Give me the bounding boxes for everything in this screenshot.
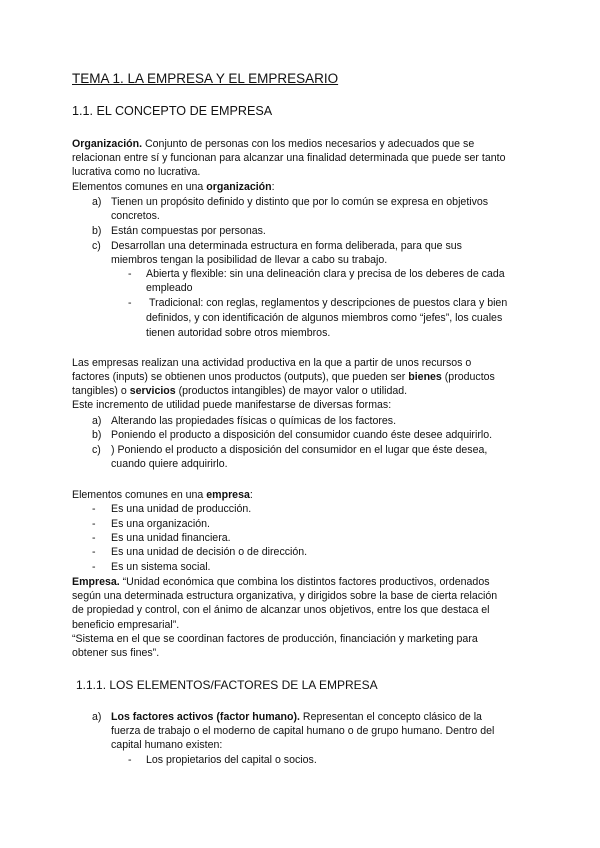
list-marker: a) [92,415,102,427]
list-item: concretos. [111,210,160,222]
para-line: Las empresas realizan una actividad productiva en la que a partir de unos recursos o [72,357,472,369]
intro-term: organización [206,181,272,193]
intro-colon: : [271,181,275,193]
org-elements-intro [72,180,275,194]
dash-marker: - [128,297,132,309]
dash-marker: - [128,268,132,280]
list-item: Es una unidad financiera. [111,532,231,544]
list-item: miembros tengan la posibilidad de llevar a cabo su trabajo. [111,254,388,266]
sub-item: definidos, y con identificación de algunos miembros como “jefes”, los cuales [146,312,503,324]
sub-item: Tradicional: con reglas, reglamentos y descripciones de puestos clara y bien [149,297,508,309]
org-def-text: Conjunto de personas con los medios necesarios y adecuados que se [142,138,475,150]
list-marker: b) [92,225,102,237]
list-item: Alterando las propiedades físicas o químicas de los factores. [111,415,397,427]
para-text: tangibles) o [72,385,130,397]
empresa-definition-line: de propiedad y control, con el ánimo de alcanzar unos objetivos, entre los que destaca el [72,604,490,616]
factores-text: Representan el concepto clásico de la [299,711,482,723]
list-marker: c) [92,240,101,252]
list-marker: b) [92,429,102,441]
page-title: TEMA 1. LA EMPRESA Y EL EMPRESARIO [72,71,339,86]
para-text: factores (inputs) se obtienen unos productos (outputs), que pueden ser [72,371,409,383]
list-item: Están compuestas por personas. [111,225,266,237]
dash-marker: - [92,518,96,530]
sub-item: empleado [146,282,193,294]
empresa-elements-intro [72,488,253,502]
term-bienes: bienes [408,371,442,383]
org-definition-line [72,137,474,151]
empresa-term: Empresa. [72,576,120,588]
sub-item: tienen autoridad sobre otros miembros. [146,327,331,339]
dash-marker: - [92,532,96,544]
list-item: fuerza de trabajo o el moderno de capital humano o de grupo humano. Dentro del [111,725,495,737]
intro-term: empresa [206,489,250,501]
list-item [111,710,482,724]
list-item: Es una organización. [111,518,210,530]
list-item: ) Poniendo el producto a disposición del consumidor en el lugar que éste desea, [111,444,488,456]
list-item: Es una unidad de producción. [111,503,252,515]
empresa-definition-line: beneficio empresarial”. [72,619,180,631]
empresa-definition-line: “Sistema en el que se coordinan factores de producción, financiación y marketing para [72,633,478,645]
intro-colon: : [249,489,253,501]
empresa-definition-line: obtener sus fines”. [72,647,160,659]
factores-term: Los factores activos (factor humano). [111,711,300,723]
sub-item: Los propietarios del capital o socios. [146,754,317,766]
intro-text: Elementos comunes en una [72,181,207,193]
org-definition-line: relacionan entre sí y funcionan para alcanzar una finalidad determinada que puede ser tanto [72,152,506,164]
dash-marker: - [92,561,96,573]
list-item: Poniendo el producto a disposición del consumidor cuando éste desee adquirirlo. [111,429,493,441]
sub-item: Abierta y flexible: sin una delineación clara y precisa de los deberes de cada [146,268,505,280]
def-text: “Unidad económica que combina los distintos factores productivos, ordenados [119,576,490,588]
para-text: (productos intangibles) de mayor valor o utilidad. [175,385,408,397]
list-item: capital humano existen: [111,739,223,751]
list-marker: a) [92,711,102,723]
empresa-definition-line: según una determinada estructura organizativa, y dirigidos sobre la base de cierta relación [72,590,498,602]
list-item: cuando quiere adquirirlo. [111,458,228,470]
intro-text: Elementos comunes en una [72,489,207,501]
section-heading: 1.1. EL CONCEPTO DE EMPRESA [72,104,273,118]
term-servicios: servicios [129,385,176,397]
list-marker: a) [92,196,102,208]
para-line [72,370,495,384]
subsection-heading: 1.1.1. LOS ELEMENTOS/FACTORES DE LA EMPRESA [76,678,378,692]
para-line: Este incremento de utilidad puede manifestarse de diversas formas: [72,399,392,411]
list-item: Es un sistema social. [111,561,211,573]
list-marker: c) [92,444,101,456]
list-item: Tienen un propósito definido y distinto que por lo común se expresa en objetivos [111,196,489,208]
para-text: (productos [441,371,495,383]
list-item: Desarrollan una determinada estructura en forma deliberada, para que sus [111,240,462,252]
para-line [72,384,407,398]
list-item: Es una unidad de decisión o de dirección. [111,546,308,558]
dash-marker: - [92,503,96,515]
dash-marker: - [128,754,132,766]
dash-marker: - [92,546,96,558]
org-definition-line: lucrativa como no lucrativa. [72,166,201,178]
org-term: Organización. [72,138,143,150]
empresa-definition-line [72,575,490,589]
